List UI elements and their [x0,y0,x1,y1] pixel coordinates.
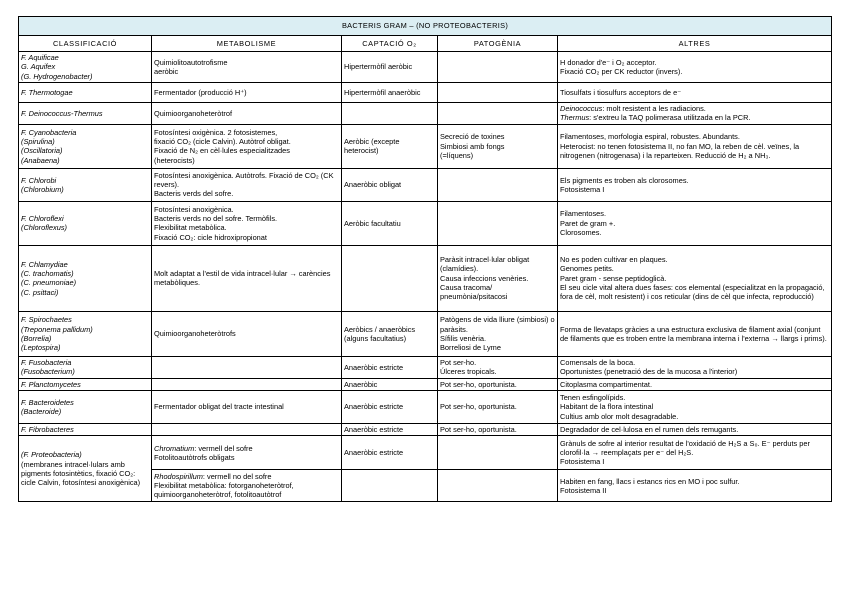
classification-cell: F. Thermotogae [19,82,152,102]
table-row [19,356,832,378]
pathogenicity-cell: Pot ser-ho. Úlceres tropicals. [438,356,558,378]
metabolism-cell: Quimioorganoheteròtrof [152,102,342,124]
pathogenicity-cell: Paràsit intracel·lular obligat (clamídies). Causa infeccions venèries. Causa tracoma/ pneumònia/psitacosi [438,245,558,311]
classification-cell: F. Chlamydiae (C. trachomatis) (C. pneumoniae) (C. psittaci) [19,245,152,311]
header-patogenia: PATOGÈNIA [438,36,558,52]
classification-cell: F. Fibrobacteres [19,424,152,436]
metabolism-cell: Fermentador (producció H⁺) [152,82,342,102]
oxygen-cell: Anaeròbic estricte [342,424,438,436]
pathogenicity-cell [438,52,558,83]
metabolism-cell: Quimiolitoautotrofisme aeròbic [152,52,342,83]
pathogenicity-cell [438,102,558,124]
bacteria-table [18,16,832,502]
classification-cell: F. Cyanobacteria (Spirulina) (Oscillatoria) (Anabaena) [19,124,152,168]
metabolism-cell [152,424,342,436]
other-cell: Tenen esfingolípids. Habitant de la flora intestinal Cultius amb olor molt desagradable. [558,391,832,424]
metabolism-cell: Molt adaptat a l'estil de vida intracel·lular → carències metabòliques. [152,245,342,311]
oxygen-cell [342,245,438,311]
classification-cell: F. Fusobacteria (Fusobacterium) [19,356,152,378]
table-row [19,82,832,102]
pathogenicity-cell [438,201,558,245]
table-row [19,436,832,470]
table-row [19,102,832,124]
table-row [19,52,832,83]
table-row [19,311,832,356]
table-row [19,424,832,436]
other-cell: Comensals de la boca. Oportunistes (penetració des de la mucosa a l'interior) [558,356,832,378]
oxygen-cell: Anaeròbic estricte [342,391,438,424]
header-classificacio: CLASSIFICACIÓ [19,36,152,52]
other-cell: No es poden cultivar en plaques. Genomes petits. Paret gram - sense peptidoglicà. El seu cicle vital altera dues fases: cos elemental (especialitzat en la propagació, fora de cèl, molt resistent) i cos reticular (dins de cèl que infecta, reproducció) [558,245,832,311]
pathogenicity-cell: Pot ser-ho, oportunista. [438,424,558,436]
pathogenicity-cell [438,82,558,102]
other-cell: Degradador de cel·lulosa en el rumen dels remugants. [558,424,832,436]
oxygen-cell: Anaeròbic obligat [342,168,438,201]
oxygen-cell: Anaeròbic estricte [342,356,438,378]
other-cell: Filamentoses. Paret de gram +. Clorosomes. [558,201,832,245]
metabolism-cell: Fermentador obligat del tracte intestinal [152,391,342,424]
metabolism-cell: Quimioorganoheteròtrofs [152,311,342,356]
classification-cell: F. Bacteroidetes (Bacteroide) [19,391,152,424]
pathogenicity-cell [438,436,558,470]
other-cell: Habiten en fang, llacs i estancs rics en MO i poc sulfur. Fotosistema II [558,470,832,502]
pathogenicity-cell: Patògens de vida lliure (simbiosi) o paràsits. Sífilis venèria. Borreliosi de Lyme [438,311,558,356]
metabolism-cell: Fotosíntesi anoxigènica. Autòtrofs. Fixació de CO₂ (CK revers). Bacteris verds del sofre. [152,168,342,201]
oxygen-cell: Hipertermòfil aeròbic [342,52,438,83]
other-cell: Citoplasma compartimentat. [558,378,832,390]
classification-cell: (F. Proteobacteria) (membranes intracel·lulars amb pigments fotosintètics, fixació CO₂: cicle Calvin, fotosíntesi anoxigènica) [19,436,152,502]
header-altres: ALTRES [558,36,832,52]
table-row [19,201,832,245]
header-metabolisme: METABOLISME [152,36,342,52]
other-cell: Deinococcus: molt resistent a les radiacions. Thermus: s'extreu la TAQ polimerasa utilitzada en la PCR. [558,102,832,124]
other-cell: Grànuls de sofre al interior resultat de l'oxidació de H₂S a S₀. E⁻ perduts per clorofil·la → reemplaçats per e⁻ del H₂S. Fotosistema I [558,436,832,470]
metabolism-cell [152,378,342,390]
table-row [19,391,832,424]
other-cell: Els pigments es troben als clorosomes. Fotosistema I [558,168,832,201]
pathogenicity-cell: Pot ser-ho, oportunista. [438,391,558,424]
classification-cell: F. Planctomycetes [19,378,152,390]
oxygen-cell [342,470,438,502]
header-captacio: CAPTACIÓ O₂ [342,36,438,52]
oxygen-cell: Anaeròbic [342,378,438,390]
oxygen-cell: Aeròbic facultatiu [342,201,438,245]
table-title: BACTERIS GRAM – (NO PROTEOBACTERIS) [19,17,832,36]
classification-cell: F. Spirochaetes (Treponema pallidum) (Borrelia) (Leptospira) [19,311,152,356]
table-row [19,168,832,201]
table-row [19,245,832,311]
oxygen-cell: Aeròbic (excepte heterocist) [342,124,438,168]
oxygen-cell [342,102,438,124]
pathogenicity-cell [438,470,558,502]
title-row [19,17,832,36]
classification-cell: F. Aquificae G. Aquifex (G. Hydrogenobacter) [19,52,152,83]
header-row [19,36,832,52]
other-cell: Tiosulfats i tiosulfurs acceptors de e⁻ [558,82,832,102]
other-cell: Forma de llevataps gràcies a una estructura exclusiva de filament axial (conjunt de filaments que es troben entre la membrana interna i l'externa → llargs i prims). [558,311,832,356]
metabolism-cell [152,356,342,378]
metabolism-cell: Fotosíntesi oxigènica. 2 fotosistemes, fixació CO₂ (cicle Calvin). Autòtrof obligat. Fixació de N₂ en cèl·lules especialitzades (heterocists) [152,124,342,168]
oxygen-cell: Aeròbics / anaeròbics (alguns facultatius) [342,311,438,356]
table-row [19,378,832,390]
metabolism-cell: Fotosíntesi anoxigènica. Bacteris verds no del sofre. Termòfils. Flexibilitat metabòlica. Fixació CO₂: cicle hidroxipropionat [152,201,342,245]
metabolism-cell: Chromatium: vermell del sofre Fotolitoautòtrofs obligats [152,436,342,470]
pathogenicity-cell [438,168,558,201]
oxygen-cell: Hipertermòfil anaeròbic [342,82,438,102]
classification-cell: F. Chloroflexi (Chloroflexus) [19,201,152,245]
classification-cell: F. Chlorobi (Chlorobium) [19,168,152,201]
oxygen-cell: Anaeròbic estricte [342,436,438,470]
classification-cell: F. Deinococcus-Thermus [19,102,152,124]
metabolism-cell: Rhodospirillum: vermell no del sofre Flexibilitat metabòlica: fotorganoheteròtrof, quimioorganoheteròtrof, fotolitoautòtrof [152,470,342,502]
pathogenicity-cell: Secreció de toxines Simbiosi amb fongs (=líquens) [438,124,558,168]
pathogenicity-cell: Pot ser-ho, oportunista. [438,378,558,390]
other-cell: H donador d'e⁻ i O₂ acceptor. Fixació CO₂ per CK reductor (invers). [558,52,832,83]
other-cell: Filamentoses, morfologia espiral, robustes. Abundants. Heterocist: no tenen fotosistema II, no fan MO, la reben de cèl. veïnes, la nitrogenen (nitrogenasa) i la reparteixen. Reducció de H₂ a NH₃. [558,124,832,168]
table-row [19,124,832,168]
